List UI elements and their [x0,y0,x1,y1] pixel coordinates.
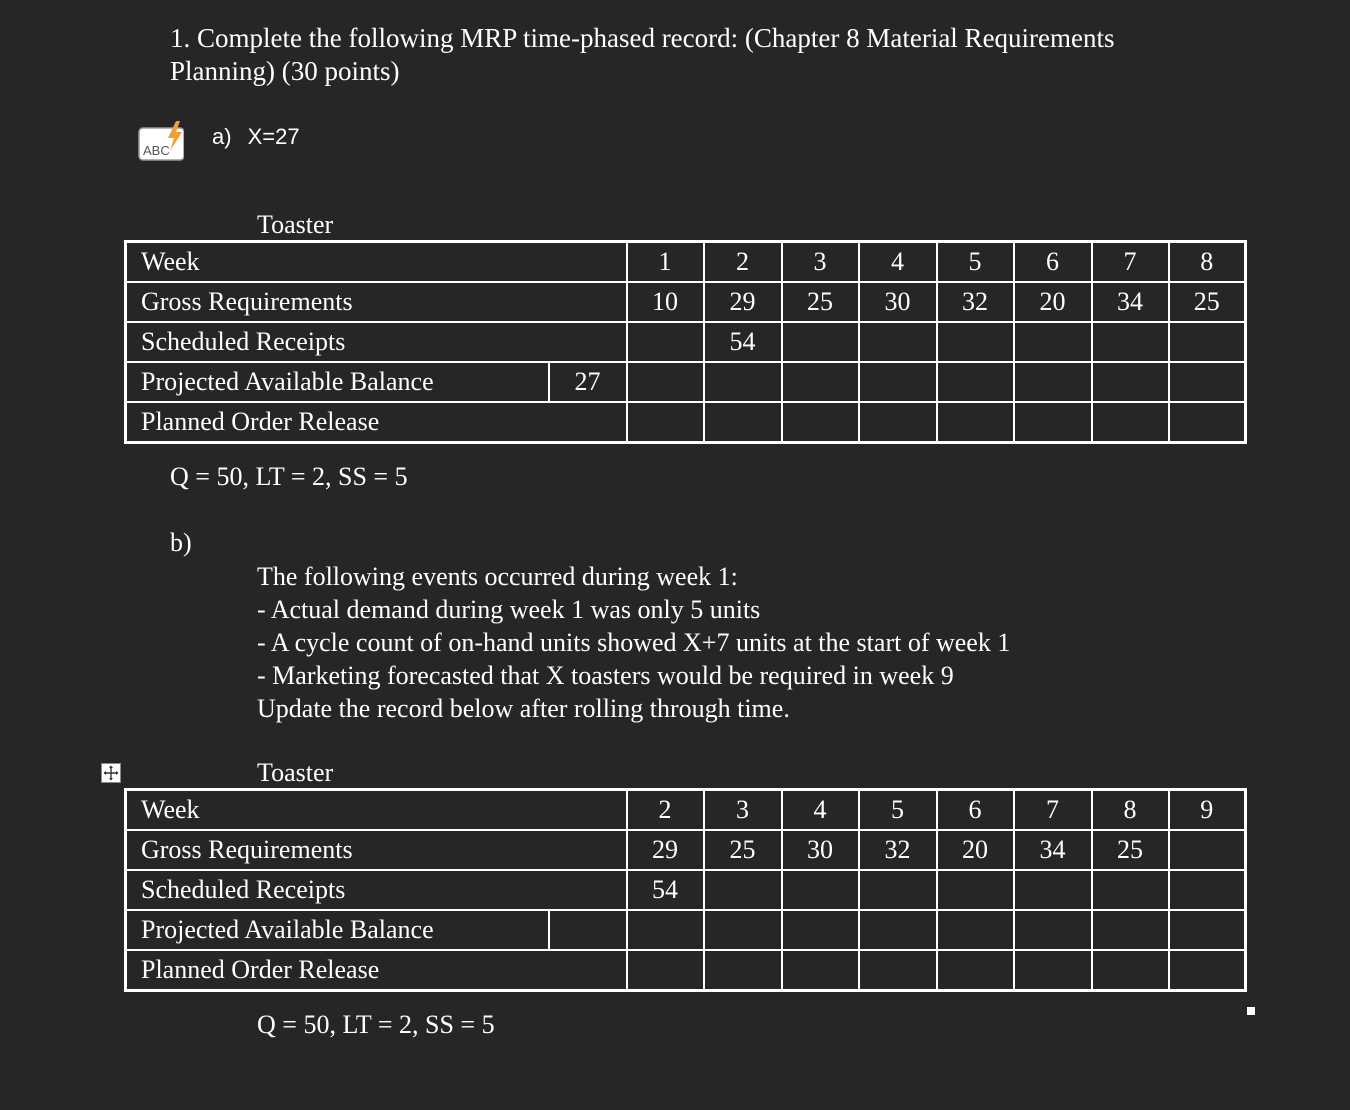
events-line: The following events occurred during week 1: [257,562,738,591]
week-cell: 8 [1169,242,1246,283]
week-cell: 2 [627,790,704,831]
week-cell: 8 [1092,790,1169,831]
question-title-line2: Planning) (30 points) [170,56,400,86]
scheduled-receipts-cell[interactable] [1014,322,1092,362]
part-b-parameters: Q = 50, LT = 2, SS = 5 [257,1010,495,1039]
part-b-events [257,560,1010,725]
por-cell[interactable] [782,402,859,443]
part-a-x-value: X=27 [247,124,300,149]
week-cell: 3 [704,790,782,831]
scheduled-receipts-label: Scheduled Receipts [126,870,627,910]
por-cell[interactable] [937,950,1014,991]
week-row [126,790,1246,831]
week-cell: 1 [627,242,704,283]
part-a-label [212,122,300,152]
por-cell[interactable] [1169,950,1246,991]
pab-cell[interactable] [859,362,937,402]
por-cell[interactable] [1092,950,1169,991]
projected-available-balance-label: Projected Available Balance [126,362,549,402]
week-cell: 7 [1014,790,1092,831]
scheduled-receipts-cell[interactable] [1169,322,1246,362]
scheduled-receipts-cell[interactable] [782,870,859,910]
week-cell: 2 [704,242,782,283]
part-b-table-title: Toaster [257,758,334,787]
week-cell: 3 [782,242,859,283]
week-row [126,242,1246,283]
spellcheck-icon-label: ABC [143,143,170,158]
gross-requirements-cell[interactable]: 10 [627,282,704,322]
gross-requirements-cell[interactable]: 34 [1092,282,1169,322]
planned-order-release-label: Planned Order Release [126,402,627,443]
gross-requirements-cell[interactable]: 29 [704,282,782,322]
events-line: - Actual demand during week 1 was only 5 units [257,595,761,624]
gross-requirements-row [126,830,1246,870]
scheduled-receipts-cell[interactable]: 54 [704,322,782,362]
scheduled-receipts-row [126,322,1246,362]
events-line: - A cycle count of on-hand units showed X+7 units at the start of week 1 [257,628,1011,657]
pab-cell[interactable] [782,910,859,950]
pab-cell[interactable] [1092,362,1169,402]
scheduled-receipts-cell[interactable] [859,870,937,910]
pab-cell[interactable] [704,910,782,950]
week-cell: 4 [782,790,859,831]
part-a-table-title: Toaster [257,210,334,239]
gross-requirements-cell[interactable]: 20 [937,830,1014,870]
week-cell: 7 [1092,242,1169,283]
spellcheck-icon[interactable] [138,120,184,162]
question-title [170,22,1230,88]
por-cell[interactable] [1014,402,1092,443]
pab-cell[interactable] [937,362,1014,402]
por-cell[interactable] [1169,402,1246,443]
gross-requirements-cell[interactable]: 25 [704,830,782,870]
week-label: Week [126,242,627,283]
por-cell[interactable] [782,950,859,991]
gross-requirements-cell[interactable]: 30 [782,830,859,870]
scheduled-receipts-row [126,870,1246,910]
week-cell: 6 [937,790,1014,831]
projected-available-balance-label: Projected Available Balance [126,910,549,950]
question-title-line1: 1. Complete the following MRP time-phased record: (Chapter 8 Material Requirements [170,23,1115,53]
events-line: - Marketing forecasted that X toasters would be required in week 9 [257,661,954,690]
por-cell[interactable] [937,402,1014,443]
part-a-letter: a) [212,124,232,149]
planned-order-release-label: Planned Order Release [126,950,627,991]
scheduled-receipts-cell[interactable]: 54 [627,870,704,910]
gross-requirements-row [126,282,1246,322]
planned-order-release-row [126,950,1246,991]
gross-requirements-cell[interactable]: 34 [1014,830,1092,870]
gross-requirements-cell[interactable]: 20 [1014,282,1092,322]
pab-cell[interactable] [1014,910,1092,950]
pab-cell[interactable] [627,362,704,402]
scheduled-receipts-cell[interactable] [1169,870,1246,910]
scheduled-receipts-cell[interactable] [937,870,1014,910]
part-a-parameters: Q = 50, LT = 2, SS = 5 [170,462,408,491]
week-label: Week [126,790,627,831]
week-cell: 5 [859,790,937,831]
week-cell: 4 [859,242,937,283]
week-cell: 6 [1014,242,1092,283]
initial-balance-cell[interactable] [549,910,627,950]
events-line: Update the record below after rolling through time. [257,694,790,723]
mrp-table-b [124,788,1247,992]
por-cell[interactable] [627,950,704,991]
scheduled-receipts-cell[interactable] [937,322,1014,362]
table-move-handle-icon[interactable] [101,763,121,783]
gross-requirements-cell[interactable]: 32 [859,830,937,870]
pab-cell[interactable] [1092,910,1169,950]
por-cell[interactable] [1014,950,1092,991]
gross-requirements-cell[interactable]: 25 [1169,282,1246,322]
por-cell[interactable] [859,402,937,443]
por-cell[interactable] [704,950,782,991]
scheduled-receipts-cell[interactable] [1014,870,1092,910]
gross-requirements-cell[interactable]: 25 [1092,830,1169,870]
scheduled-receipts-cell[interactable] [704,870,782,910]
pab-cell[interactable] [627,910,704,950]
gross-requirements-cell[interactable]: 29 [627,830,704,870]
por-cell[interactable] [704,402,782,443]
pab-cell[interactable] [937,910,1014,950]
gross-requirements-cell[interactable]: 32 [937,282,1014,322]
scheduled-receipts-cell[interactable] [782,322,859,362]
table-resize-handle[interactable] [1247,1007,1255,1015]
pab-cell[interactable] [782,362,859,402]
pab-cell[interactable] [1169,362,1246,402]
scheduled-receipts-cell[interactable] [627,322,704,362]
pab-cell[interactable] [859,910,937,950]
planned-order-release-row [126,402,1246,443]
por-cell[interactable] [627,402,704,443]
pab-cell[interactable] [1014,362,1092,402]
gross-requirements-cell[interactable]: 25 [782,282,859,322]
scheduled-receipts-cell[interactable] [1092,322,1169,362]
scheduled-receipts-label: Scheduled Receipts [126,322,627,362]
gross-requirements-cell[interactable] [1169,830,1246,870]
pab-cell[interactable] [1169,910,1246,950]
scheduled-receipts-cell[interactable] [1092,870,1169,910]
gross-requirements-label: Gross Requirements [126,282,627,322]
week-cell: 5 [937,242,1014,283]
projected-available-balance-row [126,910,1246,950]
por-cell[interactable] [859,950,937,991]
week-cell: 9 [1169,790,1246,831]
mrp-table-a [124,240,1247,444]
pab-cell[interactable] [704,362,782,402]
gross-requirements-cell[interactable]: 30 [859,282,937,322]
initial-balance-cell[interactable]: 27 [549,362,627,402]
por-cell[interactable] [1092,402,1169,443]
scheduled-receipts-cell[interactable] [859,322,937,362]
part-b-label: b) [170,528,192,557]
gross-requirements-label: Gross Requirements [126,830,627,870]
projected-available-balance-row [126,362,1246,402]
